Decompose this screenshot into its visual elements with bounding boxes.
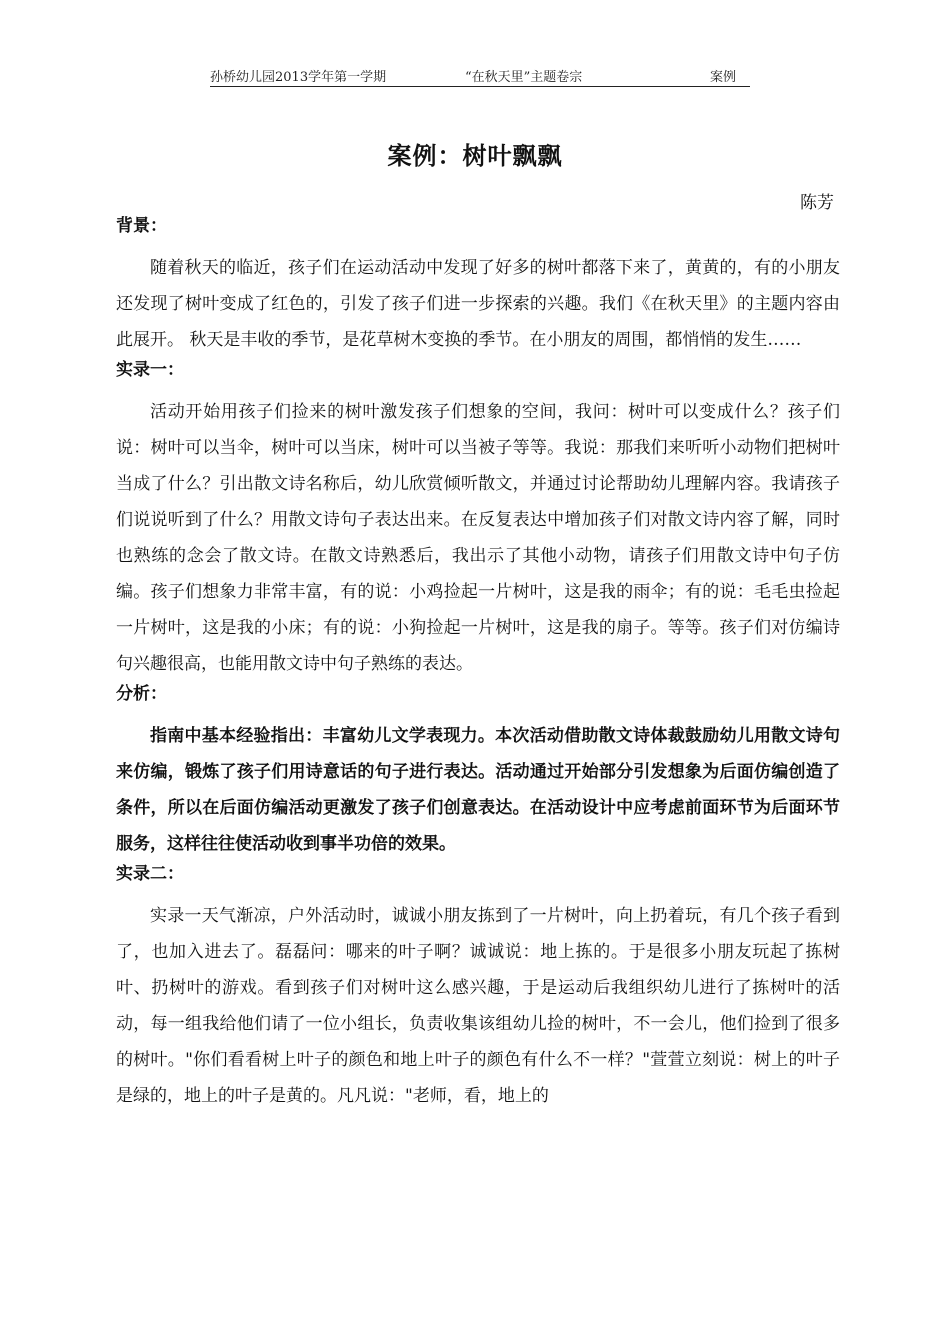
page-title: 案例：树叶飘飘 <box>387 141 563 170</box>
background-paragraph: 随着秋天的临近，孩子们在运动活动中发现了好多的树叶都落下来了，黄黄的，有的小朋友还发现了树叶变成了红色的，引发了孩子们进一步探索的兴趣。我们《在秋天里》的主题内容由此展开。 秋天是丰收的季节，是花草树木变换的季节。在小朋友的周围，都悄悄的发生…… <box>116 258 840 350</box>
author-name: 陈芳 <box>800 193 834 213</box>
record-1-paragraph: 活动开始用孩子们捡来的树叶激发孩子们想象的空间，我问：树叶可以变成什么？孩子们说：树叶可以当伞，树叶可以当床，树叶可以当被子等等。我说：那我们来听听小动物们把树叶当成了什么？引出散文诗名称后，幼儿欣赏倾听散文，并通过讨论帮助幼儿理解内容。我请孩子们说说听到了什么？用散文诗句子表达出来。在反复表达中增加孩子们对散文诗内容了解，同时也熟练的念会了散文诗。在散文诗熟悉后，我出示了其他小动物，请孩子们用散文诗中句子仿编。孩子们想象力非常丰富，有的说：小鸡捡起一片树叶，这是我的雨伞；有的说：毛毛虫捡起一片树叶，这是我的小床；有的说：小狗捡起一片树叶，这是我的扇子。等等。孩子们对仿编诗句兴趣很高，也能用散文诗中句子熟练的表达。 <box>116 402 840 674</box>
header-school-term: 孙桥幼儿园2013学年第一学期 <box>210 70 387 85</box>
analysis-paragraph: 指南中基本经验指出：丰富幼儿文学表现力。本次活动借助散文诗体裁鼓励幼儿用散文诗句来仿编，锻炼了孩子们用诗意话的句子进行表达。活动通过开始部分引发想象为后面仿编创造了条件，所以在后面仿编活动更激发了孩子们创意表达。在活动设计中应考虑前面环节为后面环节服务，这样往往使活动收到事半功倍的效果。 <box>116 726 840 854</box>
page-header <box>210 66 750 87</box>
section-heading-record-1: 实录一： <box>116 360 184 380</box>
document-body <box>116 214 840 1114</box>
record-2-paragraph: 实录一天气渐凉，户外活动时，诚诚小朋友拣到了一片树叶，向上扔着玩，有几个孩子看到了，也加入进去了。磊磊问：哪来的叶子啊？诚诚说：地上拣的。于是很多小朋友玩起了拣树叶、扔树叶的游戏。看到孩子们对树叶这么感兴趣，于是运动后我组织幼儿进行了拣树叶的活动，每一组我给他们请了一位小组长，负责收集该组幼儿捡的树叶，不一会儿，他们捡到了很多的树叶。"你们看看树上叶子的颜色和地上叶子的颜色有什么不一样？"萱萱立刻说：树上的叶子是绿的，地上的叶子是黄的。凡凡说："老师，看，地上的 <box>116 906 840 1106</box>
header-doc-type: 案例 <box>710 70 737 85</box>
section-heading-record-2: 实录二： <box>116 864 184 884</box>
section-heading-background: 背景： <box>116 216 167 236</box>
section-heading-analysis: 分析： <box>116 684 167 704</box>
header-theme: “在秋天里”主题卷宗 <box>465 70 583 85</box>
